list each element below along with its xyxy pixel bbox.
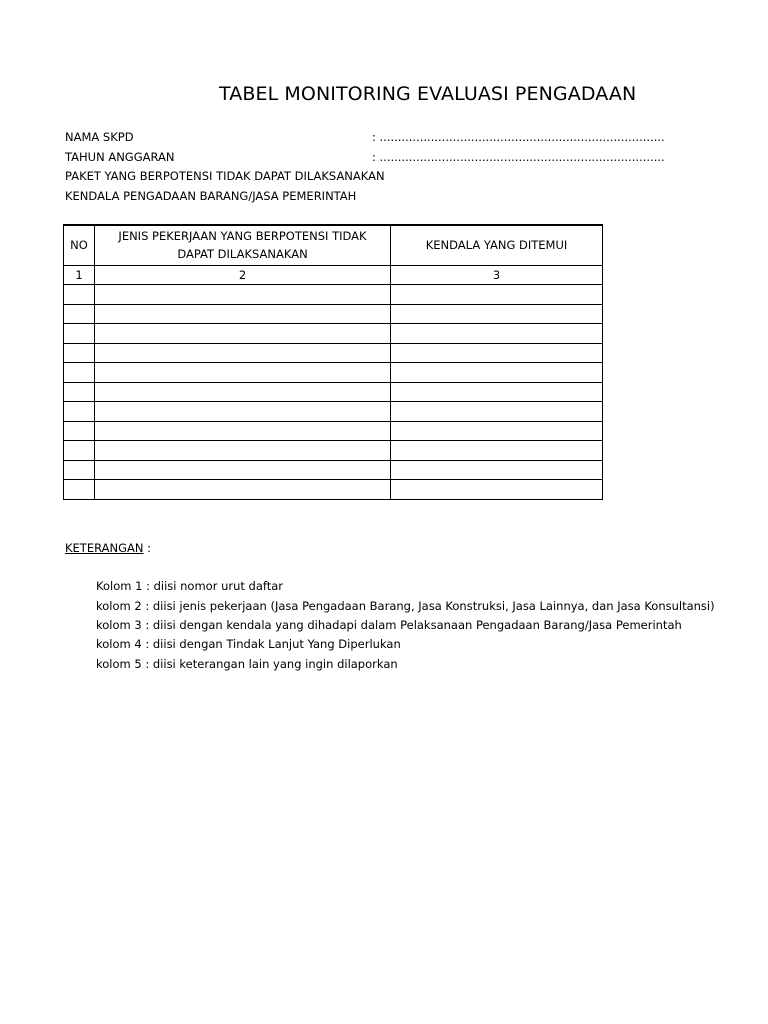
table-cell	[64, 421, 95, 441]
column-number-3: 3	[391, 266, 603, 285]
table-cell	[391, 363, 603, 383]
table-row	[64, 343, 603, 363]
table-cell	[391, 402, 603, 422]
document-title: TABEL MONITORING EVALUASI PENGADAAN	[219, 83, 637, 105]
table-row	[64, 304, 603, 324]
table-cell	[391, 343, 603, 363]
table-cell	[391, 460, 603, 480]
table-cell	[64, 343, 95, 363]
table-cell	[391, 324, 603, 344]
table-cell	[95, 343, 391, 363]
table-cell	[95, 304, 391, 324]
table-row	[64, 382, 603, 402]
header-kendala: KENDALA YANG DITEMUI	[391, 225, 603, 266]
column-number-row	[64, 266, 603, 285]
table-cell	[391, 441, 603, 461]
notes-title-text: KETERANGAN	[65, 541, 144, 555]
table-cell	[64, 285, 95, 305]
table-row	[64, 480, 603, 500]
table-cell	[64, 460, 95, 480]
table-cell	[64, 363, 95, 383]
column-number-1: 1	[64, 266, 95, 285]
column-number-2: 2	[95, 266, 391, 285]
table-cell	[95, 480, 391, 500]
note-line-kolom-5: kolom 5 : diisi keterangan lain yang ingin dilaporkan	[96, 657, 398, 671]
monitoring-table	[63, 224, 603, 500]
table-cell	[95, 402, 391, 422]
field-label-paket: PAKET YANG BERPOTENSI TIDAK DAPAT DILAKSANAKAN	[65, 169, 385, 183]
header-jenis-pekerjaan-text: JENIS PEKERJAAN YANG BERPOTENSI TIDAK DAPAT DILAKSANAKAN	[118, 229, 367, 261]
header-no: NO	[64, 225, 95, 266]
table-row	[64, 421, 603, 441]
table-cell	[95, 363, 391, 383]
note-line-kolom-4: kolom 4 : diisi dengan Tindak Lanjut Yang Diperlukan	[96, 637, 401, 651]
field-value-tahun-anggaran: : ..............................................................................	[372, 150, 665, 164]
table-row	[64, 441, 603, 461]
table-row	[64, 324, 603, 344]
table-cell	[391, 304, 603, 324]
note-line-kolom-3: kolom 3 : diisi dengan kendala yang dihadapi dalam Pelaksanaan Pengadaan Barang/Jasa Pemerintah	[96, 618, 682, 632]
table-cell	[95, 441, 391, 461]
note-line-kolom-1: Kolom 1 : diisi nomor urut daftar	[96, 579, 284, 593]
field-label-nama-skpd: NAMA SKPD	[65, 130, 134, 144]
table-cell	[391, 285, 603, 305]
field-label-tahun-anggaran: TAHUN ANGGARAN	[65, 150, 175, 164]
table-cell	[64, 402, 95, 422]
header-jenis-pekerjaan	[95, 225, 391, 266]
notes-title	[65, 541, 151, 555]
notes-title-suffix: :	[143, 541, 152, 555]
table-row	[64, 460, 603, 480]
table-cell	[95, 421, 391, 441]
table-cell	[64, 304, 95, 324]
table-row	[64, 285, 603, 305]
table-row	[64, 402, 603, 422]
table-cell	[391, 382, 603, 402]
table-cell	[95, 460, 391, 480]
table-cell	[95, 382, 391, 402]
table-row	[64, 363, 603, 383]
table-cell	[64, 441, 95, 461]
table-cell	[64, 324, 95, 344]
table-cell	[64, 480, 95, 500]
table-top-border	[63, 224, 603, 226]
field-value-nama-skpd: : ..............................................................................	[372, 130, 665, 144]
table-cell	[95, 324, 391, 344]
field-label-kendala: KENDALA PENGADAAN BARANG/JASA PEMERINTAH	[65, 189, 357, 203]
table-cell	[64, 382, 95, 402]
table-cell	[95, 285, 391, 305]
note-line-kolom-2: kolom 2 : diisi jenis pekerjaan (Jasa Pengadaan Barang, Jasa Konstruksi, Jasa Lainnya, dan Jasa Konsultansi)	[96, 599, 715, 613]
table-header-row	[64, 225, 603, 266]
table-cell	[391, 480, 603, 500]
table-cell	[391, 421, 603, 441]
